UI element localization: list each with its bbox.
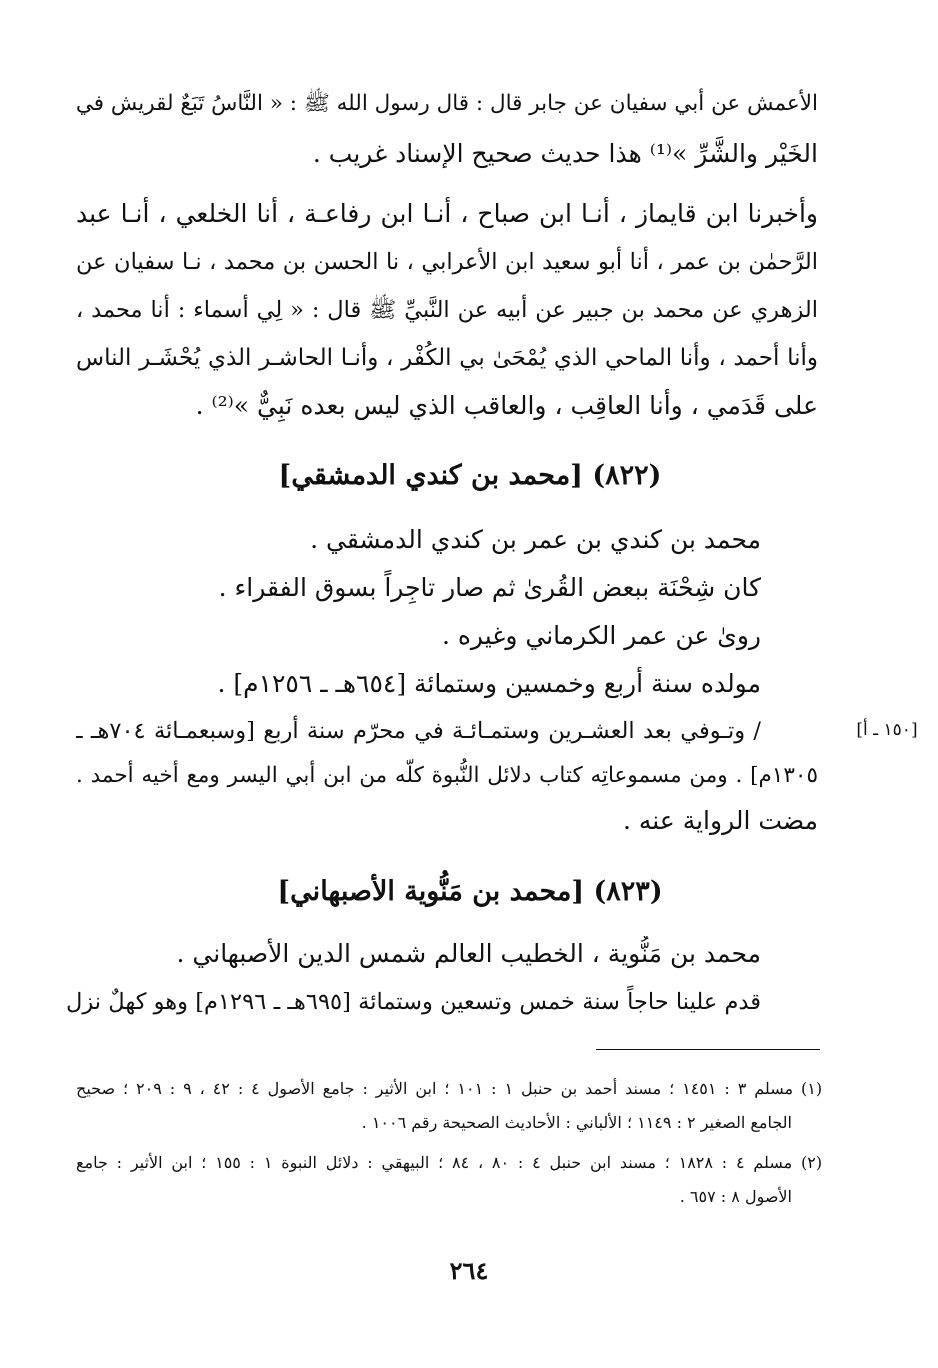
entry-line: قدم علينا حاجاً سنة خمس وتسعين وستمائة [٦٩٥هـ ـ ١٢٩٦م] وهو كهلٌ نزل xyxy=(66,989,761,1015)
footnote-line: الجامع الصغير ٢ : ١١٤٩ ؛ الألباني : الأحاديث الصحيحة رقم ١٠٠٦ . xyxy=(361,1113,792,1132)
entry-line: مضت الرواية عنه . xyxy=(622,806,818,835)
entry-line: مولده سنة أربع وخمسين وستمائة [٦٥٤هـ ـ ١٢٥٦م] . xyxy=(217,669,761,698)
paragraph-line: الزهري عن محمد بن جبير عن أبيه عن النَّبيِّ ﷺ قال : « لِي أسماء : أنا محمد ، xyxy=(76,297,818,323)
paragraph-line: على قَدَمي ، وأنا العاقِب ، والعاقب الذي ليس بعده نَبِيٌّ »⁽²⁾ . xyxy=(195,391,818,420)
entry-line: روىٰ عن عمر الكرماني وغيره . xyxy=(441,621,761,650)
paragraph-line: وأخبرنا ابن قايماز ، أنـا ابن صباح ، أنـا ابن رفاعـة ، أنا الخلعي ، أنـا عبد xyxy=(76,199,818,228)
footnote-line: (٢) مسلم ٤ : ١٨٢٨ ؛ مسند ابن حنبل ٤ : ٨٠ ، ٨٤ ؛ البيهقي : دلائل النبوة ١ : ١٥٥ ؛ ابن الأثير : جامع xyxy=(76,1153,822,1172)
footnote-line: الأصول ٨ : ٦٥٧ . xyxy=(679,1187,792,1206)
entry-822-heading: (٨٢٢) [محمد بن كندي الدمشقي] xyxy=(278,460,662,491)
page-number: ٢٦٤ xyxy=(449,1256,489,1285)
entry-line: ١٣٠٥م] . ومن مسموعاتِه كتاب دلائل النُّبوة كلّه من ابن أبي اليسر ومع أخيه أحمد . xyxy=(76,763,818,788)
paragraph-line: وأنا أحمد ، وأنا الماحي الذي يُمْحَىٰ بي الكُفْر ، وأنـا الحاشـر الذي يُحْشَـر الناس xyxy=(76,345,818,371)
entry-line: محمد بن كندي بن عمر بن كندي الدمشقي . xyxy=(310,525,761,554)
paragraph-line: الأعمش عن أبي سفيان عن جابر قال : قال رسول الله ﷺ : « النَّاسُ تَبَعٌ لقريش في xyxy=(76,91,818,116)
margin-folio-note: [١٥٠ ـ أ] xyxy=(856,720,918,740)
entry-823-heading: (٨٢٣) [محمد بن مَنُّوية الأصبهاني] xyxy=(277,876,663,907)
footnote-divider xyxy=(596,1049,820,1050)
paragraph-line: الرَّحمٰن بن عمر ، أنا أبو سعيد ابن الأعرابي ، نا الحسن بن محمد ، نـا سفيان عن xyxy=(76,249,818,275)
footnote-line: (١) مسلم ٣ : ١٤٥١ ؛ مسند أحمد بن حنبل ١ : ١٠١ ؛ ابن الأثير : جامع الأصول ٤ : ٤٢ ، ٩ : ٢٠٩ ؛ صحيح xyxy=(76,1079,822,1098)
entry-line: كان شِحْنَة ببعض القُرىٰ ثم صار تاجِراً بسوق الفقراء . xyxy=(218,573,761,602)
paragraph-line: الخَيْر والشَّرِّ »⁽¹⁾ هذا حديث صحيح الإسناد غريب . xyxy=(312,139,818,168)
entry-line: محمد بن مَنُّوية ، الخطيب العالم شمس الدين الأصبهاني . xyxy=(176,939,761,968)
entry-line: / وتـوفي بعد العشـرين وستمـائـة في محرّم سنة أربع [وسبعمـائة ٧٠٤هـ ـ xyxy=(76,718,761,744)
